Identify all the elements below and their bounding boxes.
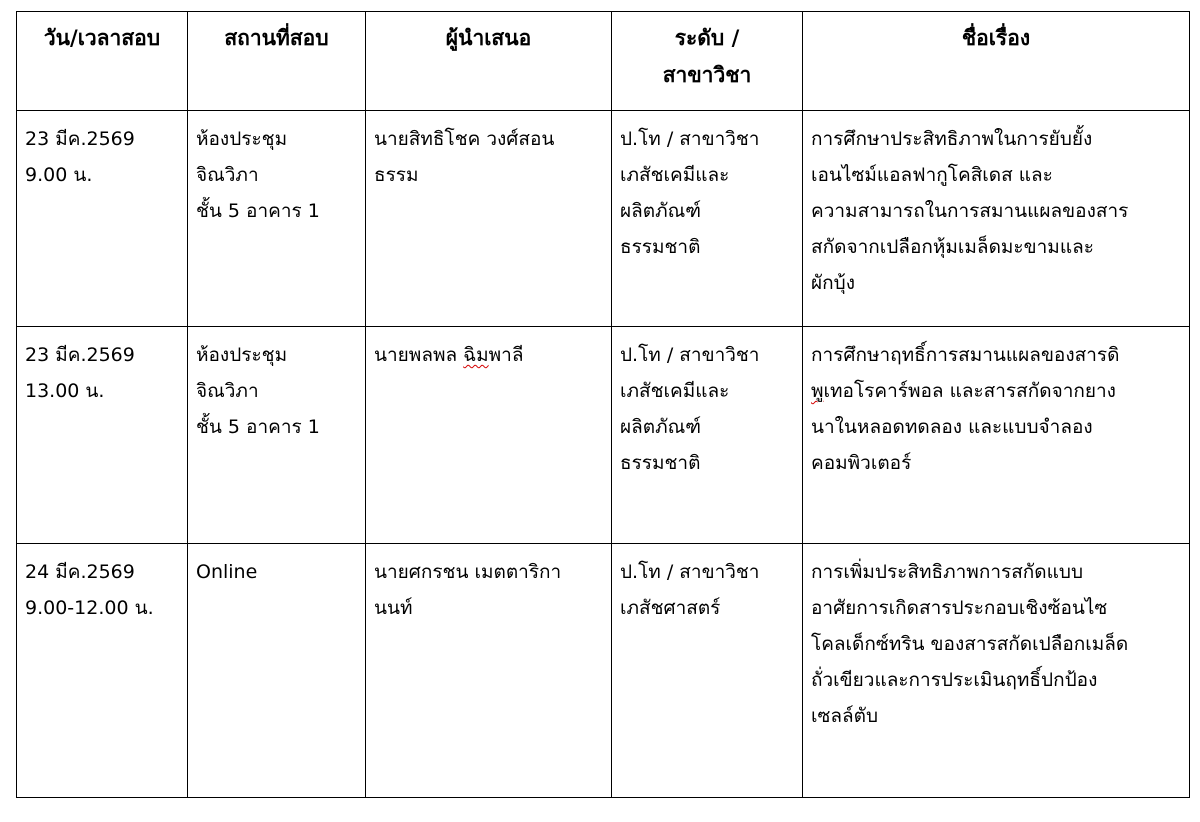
cell-presenter <box>366 111 612 327</box>
level-line: ป.โท / สาขาวิชา <box>620 128 760 150</box>
title-line: การเพิ่มประสิทธิภาพการสกัดแบบ <box>811 561 1084 583</box>
cell-level <box>612 544 803 798</box>
venue-line: ชั้น 5 อาคาร 1 <box>196 200 320 222</box>
title-line: การศึกษาประสิทธิภาพในการยับยั้ง <box>811 128 1093 150</box>
cell-level <box>612 327 803 544</box>
title-line: โคลเด็กซ์ทริน ของสารสกัดเปลือกเมล็ด <box>811 633 1129 655</box>
level-line: ธรรมชาติ <box>620 236 701 258</box>
presenter-line: นายสิทธิโชค วงศ์สอน <box>374 128 555 150</box>
title-line <box>811 373 1181 409</box>
level-line: เภสัชศาสตร์ <box>620 597 721 619</box>
level-line: ป.โท / สาขาวิชา <box>620 344 760 366</box>
presenter-line: นนท์ <box>374 597 413 619</box>
header-venue: สถานที่สอบ <box>188 12 366 111</box>
level-line: ป.โท / สาขาวิชา <box>620 561 760 583</box>
presenter-last-part: พาลี <box>488 344 524 366</box>
spellcheck-flagged-text: ฉิม <box>463 344 489 366</box>
cell-title <box>803 544 1190 798</box>
cell-datetime <box>17 544 188 798</box>
table-row <box>17 327 1190 544</box>
venue-line: ชั้น 5 อาคาร 1 <box>196 416 320 438</box>
header-title: ชื่อเรื่อง <box>803 12 1190 111</box>
header-level <box>612 12 803 111</box>
header-presenter: ผู้นำเสนอ <box>366 12 612 111</box>
cell-presenter <box>366 544 612 798</box>
title-line: การศึกษาฤทธิ์การสมานแผลของสารดิ <box>811 344 1120 366</box>
level-line: เภสัชเคมีและ <box>620 164 730 186</box>
cell-level <box>612 111 803 327</box>
exam-time: 9.00-12.00 น. <box>25 597 154 619</box>
title-line: นาในหลอดทดลอง และแบบจำลอง <box>811 416 1093 438</box>
exam-date: 23 มีค.2569 <box>25 128 135 150</box>
title-line: เอนไซม์แอลฟากูโคสิเดส และ <box>811 164 1053 186</box>
presenter-line <box>374 337 603 373</box>
venue-line: ห้องประชุม <box>196 344 288 366</box>
exam-time: 9.00 น. <box>25 164 93 186</box>
exam-date: 23 มีค.2569 <box>25 344 135 366</box>
title-line: ความสามารถในการสมานแผลของสาร <box>811 200 1129 222</box>
exam-date: 24 มีค.2569 <box>25 561 135 583</box>
header-level-line: สาขาวิชา <box>662 63 752 87</box>
spellcheck-flagged-text: พู <box>811 380 824 402</box>
cell-venue <box>188 111 366 327</box>
table-header-row <box>17 12 1190 111</box>
table-row <box>17 111 1190 327</box>
presenter-line: ธรรม <box>374 164 419 186</box>
title-line: อาศัยการเกิดสารประกอบเชิงซ้อนไซ <box>811 597 1108 619</box>
presenter-first-part: นายพลพล <box>374 344 464 366</box>
venue-line: จิณวิภา <box>196 380 259 402</box>
exam-schedule-table <box>16 11 1190 798</box>
venue-line: จิณวิภา <box>196 164 259 186</box>
title-line: เซลล์ตับ <box>811 705 879 727</box>
table-row <box>17 544 1190 798</box>
cell-venue <box>188 544 366 798</box>
cell-datetime <box>17 111 188 327</box>
cell-title <box>803 327 1190 544</box>
exam-time: 13.00 น. <box>25 380 105 402</box>
cell-venue <box>188 327 366 544</box>
title-line: สกัดจากเปลือกหุ้มเมล็ดมะขามและ <box>811 236 1094 258</box>
header-level-line: ระดับ / <box>674 26 740 50</box>
level-line: เภสัชเคมีและ <box>620 380 730 402</box>
title-line: ผักบุ้ง <box>811 272 855 294</box>
cell-presenter <box>366 327 612 544</box>
cell-title <box>803 111 1190 327</box>
level-line: ผลิตภัณฑ์ <box>620 416 702 438</box>
presenter-line: นายศกรชน เมตตาริกา <box>374 561 562 583</box>
venue-line: Online <box>196 561 258 583</box>
level-line: ผลิตภัณฑ์ <box>620 200 702 222</box>
level-line: ธรรมชาติ <box>620 452 701 474</box>
cell-datetime <box>17 327 188 544</box>
header-datetime: วัน/เวลาสอบ <box>17 12 188 111</box>
title-line: ถั่วเขียวและการประเมินฤทธิ์ปกป้อง <box>811 669 1098 691</box>
title-line: คอมพิวเตอร์ <box>811 452 912 474</box>
title-line-rest: เทอโรคาร์พอล และสารสกัดจากยาง <box>823 380 1116 402</box>
venue-line: ห้องประชุม <box>196 128 288 150</box>
